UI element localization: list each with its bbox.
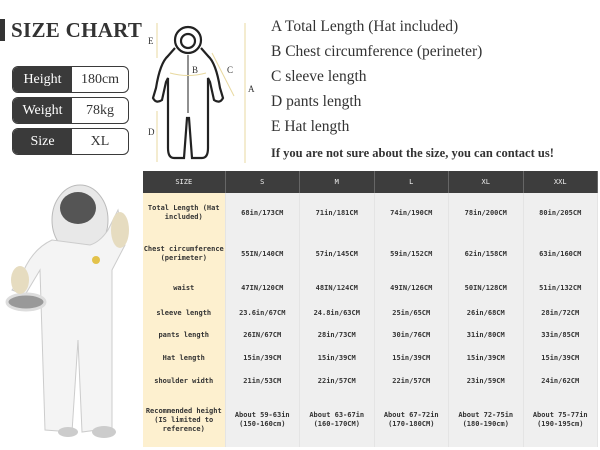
table-cell: 26IN/67CM — [225, 324, 300, 347]
table-cell: 15in/39CM — [300, 347, 375, 370]
label-e: E — [148, 36, 154, 46]
contact-note: If you are not sure about the size, you can contact us! — [271, 146, 554, 160]
row-label: pants length — [143, 324, 225, 347]
row-label: Hat length — [143, 347, 225, 370]
legend-a: A Total Length (Hat included) — [271, 18, 459, 35]
row-label: waist — [143, 275, 225, 302]
table-cell: 28in/72CM — [523, 302, 598, 324]
label-c: C — [227, 65, 234, 75]
size-chart-title — [0, 19, 142, 41]
stat-label: Height — [13, 67, 72, 92]
table-cell: 25in/65CM — [374, 302, 449, 324]
size-table — [143, 171, 598, 447]
table-cell: 48IN/124CM — [300, 275, 375, 302]
table-row — [143, 193, 598, 233]
table-row — [143, 393, 598, 447]
model-height — [12, 66, 129, 93]
table-cell: 24in/62CM — [523, 370, 598, 393]
table-row — [143, 324, 598, 347]
suit-diagram — [140, 18, 265, 168]
header-l: L — [374, 171, 449, 193]
table-cell: 74in/190CM — [374, 193, 449, 233]
table-cell: About 72-75in (180-190cm) — [449, 393, 524, 447]
table-cell: 15in/39CM — [374, 347, 449, 370]
table-cell: About 59-63in (150-160cm) — [225, 393, 300, 447]
table-cell: About 63-67in (160-170CM) — [300, 393, 375, 447]
table-cell: 31in/80CM — [449, 324, 524, 347]
stat-value: 180cm — [80, 71, 120, 87]
table-cell: 63in/160CM — [523, 233, 598, 275]
table-cell: 15in/39CM — [523, 347, 598, 370]
table-cell: 78in/200CM — [449, 193, 524, 233]
table-cell: 15in/39CM — [225, 347, 300, 370]
table-cell: 55IN/140CM — [225, 233, 300, 275]
table-cell: 15in/39CM — [449, 347, 524, 370]
table-row — [143, 370, 598, 393]
legend-d: D pants length — [271, 93, 362, 110]
table-cell: 28in/73CM — [300, 324, 375, 347]
row-label: sleeve length — [143, 302, 225, 324]
legend-c: C sleeve length — [271, 68, 367, 85]
header-xl: XL — [449, 171, 524, 193]
table-cell: 24.8in/63CM — [300, 302, 375, 324]
table-cell: 62in/158CM — [449, 233, 524, 275]
title-text: SIZE CHART — [11, 17, 143, 42]
title-accent-bar — [0, 19, 5, 41]
stat-label: Weight — [13, 98, 72, 123]
table-cell: 80in/205CM — [523, 193, 598, 233]
table-cell: 33in/85CM — [523, 324, 598, 347]
row-label: Chest circumference (perimeter) — [143, 233, 225, 275]
table-cell: 23.6in/67CM — [225, 302, 300, 324]
model-size — [12, 128, 129, 155]
table-row — [143, 275, 598, 302]
table-cell: About 67-72in (170-180CM) — [374, 393, 449, 447]
table-cell: 23in/59CM — [449, 370, 524, 393]
row-label: Total Length (Hat included) — [143, 193, 225, 233]
label-d: D — [148, 127, 155, 137]
table-cell: 71in/181CM — [300, 193, 375, 233]
beekeeper-suit-photo — [0, 170, 142, 450]
table-cell: 51in/132CM — [523, 275, 598, 302]
legend-e: E Hat length — [271, 118, 350, 135]
table-cell: 47IN/120CM — [225, 275, 300, 302]
header-s: S — [225, 171, 300, 193]
model-weight — [12, 97, 129, 124]
label-b: B — [192, 65, 199, 75]
table-row — [143, 302, 598, 324]
table-cell: 68in/173CM — [225, 193, 300, 233]
table-cell: 59in/152CM — [374, 233, 449, 275]
label-a: A — [248, 84, 255, 94]
table-cell: About 75-77in (190-195cm) — [523, 393, 598, 447]
table-cell: 57in/145CM — [300, 233, 375, 275]
legend-b: B Chest circumference (perineter) — [271, 43, 483, 60]
header-xxl: XXL — [523, 171, 598, 193]
row-label: Recommended height (IS limited to reference) — [143, 393, 225, 447]
table-cell: 30in/76CM — [374, 324, 449, 347]
table-row — [143, 233, 598, 275]
stat-value: 78kg — [86, 102, 114, 118]
table-cell: 49IN/126CM — [374, 275, 449, 302]
table-cell: 50IN/128CM — [449, 275, 524, 302]
table-cell: 21in/53CM — [225, 370, 300, 393]
stat-label: Size — [13, 129, 72, 154]
table-row — [143, 347, 598, 370]
header-size: SIZE — [143, 171, 225, 193]
stat-value: XL — [90, 133, 110, 149]
table-cell: 26in/68CM — [449, 302, 524, 324]
table-cell: 22in/57CM — [374, 370, 449, 393]
row-label: shoulder width — [143, 370, 225, 393]
header-m: M — [300, 171, 375, 193]
table-cell: 22in/57CM — [300, 370, 375, 393]
